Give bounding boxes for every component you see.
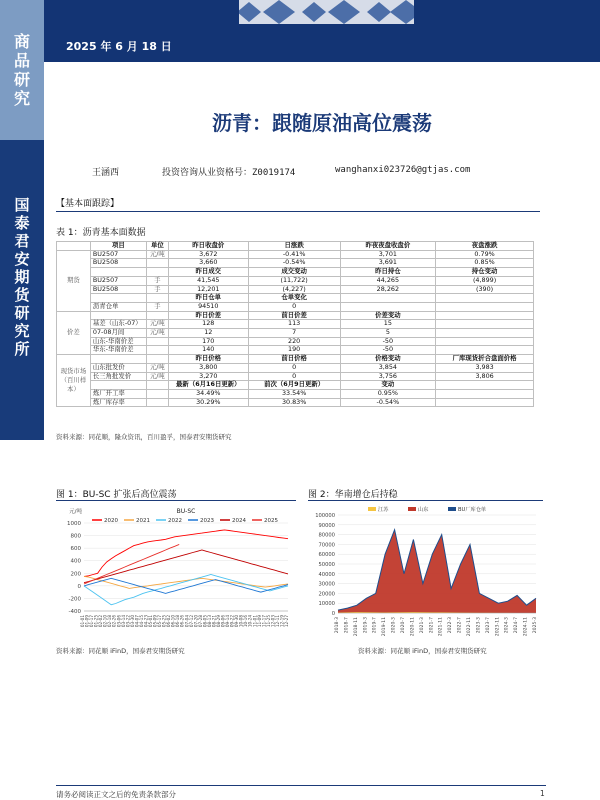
table-cell: 手 (146, 302, 168, 311)
y-tick-label: 10000 (318, 601, 335, 608)
table-subheader-cell: 价差变动 (340, 311, 436, 320)
table-row (57, 389, 534, 398)
x-tick-label: 10-16 (243, 615, 249, 628)
table-cell: 元/吨 (146, 329, 168, 338)
table-cell: 0 (248, 372, 340, 381)
x-tick-label: 03-30 (129, 615, 135, 628)
table-cell: 华东-华南价差 (90, 346, 146, 355)
table-cell: 94510 (168, 302, 248, 311)
table-cell: 手 (146, 285, 168, 294)
table-cell (146, 268, 168, 277)
table-cell: 5 (340, 329, 436, 338)
x-tick-label: 06-10 (170, 615, 176, 628)
table-row (57, 398, 534, 407)
sidebar-char: 安 (14, 250, 30, 268)
table-cell: 0.85% (436, 259, 534, 268)
table-cell (436, 329, 534, 338)
y-tick-label: 800 (70, 533, 81, 540)
x-tick-label: 12-19 (279, 615, 285, 628)
table-cell: 0 (248, 302, 340, 311)
series-line-2024 (84, 550, 288, 583)
table-subheader-cell: 前日价差 (248, 311, 340, 320)
sidebar-char: 研 (14, 304, 30, 322)
x-tick-label: 04-15 (138, 615, 144, 628)
sidebar-char: 期 (14, 268, 30, 286)
table-subheader-cell: 持仓变动 (436, 268, 534, 277)
table-subheader-cell: 仓单变化 (248, 294, 340, 303)
page-title: 沥青：跟随原油高位震荡 (212, 111, 432, 135)
table-subheader-cell: 昨日成交 (168, 268, 248, 277)
series-area-山东 (338, 530, 536, 613)
x-tick-label: 2022-3 (448, 617, 454, 634)
x-tick-label: 2024-11 (523, 617, 529, 637)
x-tick-label: 12-11 (274, 615, 280, 628)
section-divider (56, 211, 540, 212)
sidebar-char: 研 (13, 70, 30, 89)
page-header (44, 0, 600, 62)
table-cell (146, 259, 168, 268)
table-cell: 3,701 (340, 250, 436, 259)
series-line-2025 (84, 544, 179, 584)
chart-title: BU-SC (176, 508, 196, 515)
x-tick-label: 02-10 (102, 615, 108, 628)
table-cell: -0.54% (340, 398, 436, 407)
figure2-source: 资料来源：同花顺 iFinD，国泰君安期货研究 (358, 647, 487, 655)
legend-swatch (448, 507, 456, 511)
table-cell: 3,806 (436, 372, 534, 381)
table-subheader-cell: 昨日仓单 (168, 294, 248, 303)
x-tick-label: 03-14 (120, 615, 126, 628)
x-tick-label: 11-01 (252, 615, 258, 628)
table-cell (146, 389, 168, 398)
y-tick-label: -200 (68, 596, 81, 603)
table-cell (436, 320, 534, 329)
table-cell: 3,672 (168, 250, 248, 259)
legend-swatch (368, 507, 376, 511)
x-tick-label: 09-22 (229, 615, 235, 628)
table-cell: 30.29% (168, 398, 248, 407)
legend-label: 2025 (264, 518, 278, 524)
x-tick-label: 09-30 (234, 615, 240, 628)
table-caption: 表 1：沥青基本面数据 (56, 228, 146, 238)
legend-label: 2024 (232, 518, 246, 524)
table-cell: BU2507 (90, 276, 146, 285)
table-cell: -0.54% (248, 259, 340, 268)
sidebar-char: 商 (13, 32, 30, 51)
table-cell: 30.83% (248, 398, 340, 407)
table-subheader-cell (436, 381, 534, 390)
y-tick-label: 400 (70, 558, 81, 565)
table-cell (146, 337, 168, 346)
table-cell: BU2508 (90, 285, 146, 294)
y-tick-label: 60000 (318, 552, 335, 559)
table-cell: 沥青仓单 (90, 302, 146, 311)
table-cell: 34.49% (168, 389, 248, 398)
table-source: 资料来源：同花顺，隆众资讯，百川盈孚，国泰君安期货研究 (56, 433, 232, 441)
author-name: 王涵西 (92, 168, 120, 178)
table-cell: 44,265 (340, 276, 436, 285)
x-tick-label: 02-26 (111, 615, 117, 628)
x-tick-label: 2019-3 (363, 617, 369, 634)
x-tick-label: 02-18 (107, 615, 113, 628)
x-tick-label: 07-04 (184, 615, 190, 628)
legend-label: 2023 (200, 518, 214, 524)
x-tick-label: 05-25 (161, 615, 167, 628)
header-decoration-icon (239, 0, 414, 24)
table-cell: 元/吨 (146, 250, 168, 259)
x-tick-label: 2022-11 (467, 617, 472, 637)
table-cell: 3,854 (340, 363, 436, 372)
legend-label: 2022 (168, 518, 182, 524)
x-tick-label: 2018-7 (344, 617, 350, 634)
table-subheader-cell: 变动 (340, 381, 436, 390)
table-cell (436, 389, 534, 398)
table-cell: 元/吨 (146, 320, 168, 329)
x-tick-label: 05-01 (148, 615, 153, 628)
table-cell: 12 (168, 329, 248, 338)
table-header-cell: 日涨跌 (248, 242, 340, 251)
figure1-source: 资料来源：同花顺 iFinD，国泰君安期货研究 (56, 647, 185, 655)
table-subheader-cell: 昨日持仓 (340, 268, 436, 277)
sidebar-char: 货 (14, 286, 30, 304)
x-tick-label: 2024-7 (514, 617, 520, 634)
table-cell: 07-08月间 (90, 329, 146, 338)
table-cell: 山东批发价 (90, 363, 146, 372)
table-cell: 元/吨 (146, 363, 168, 372)
table-row (57, 276, 534, 285)
table-cell: BU2508 (90, 259, 146, 268)
y-axis-unit: 元/吨 (69, 509, 82, 515)
y-tick-label: 90000 (318, 522, 335, 529)
table-cell (146, 398, 168, 407)
y-tick-label: 50000 (318, 562, 335, 568)
x-tick-label: 2022-7 (457, 617, 463, 634)
table-cell: 190 (248, 346, 340, 355)
table-cell: -50 (340, 346, 436, 355)
x-tick-label: 07-20 (193, 615, 199, 628)
table-subheader-cell: 前日价格 (248, 355, 340, 364)
x-tick-label: 2023-3 (476, 617, 482, 634)
table-cell: 113 (248, 320, 340, 329)
x-tick-label: 2019-11 (382, 617, 388, 637)
footer-divider (56, 785, 546, 786)
x-tick-label: 06-26 (179, 615, 185, 628)
table-row (57, 363, 534, 372)
sidebar-char: 国 (14, 196, 30, 214)
table-subheader-cell: 前次（6月9日更新） (248, 381, 340, 390)
y-tick-label: 0 (331, 611, 335, 617)
table-cell: 3,660 (168, 259, 248, 268)
author-license: 投资咨询从业资格号：Z0019174 (162, 168, 296, 178)
table-cell: (4,899) (436, 276, 534, 285)
legend-label: 江苏 (378, 507, 389, 513)
table-cell: 15 (340, 320, 436, 329)
x-tick-label: 11-25 (265, 615, 271, 628)
x-tick-label: 01-09 (84, 615, 90, 628)
y-tick-label: -400 (68, 609, 81, 615)
table-cell: 3,691 (340, 259, 436, 268)
table-cell: 3,983 (436, 363, 534, 372)
sidebar-bottom-label (0, 196, 44, 358)
section-heading: 【基本面跟踪】 (56, 199, 120, 209)
table-cell (90, 268, 146, 277)
table-cell: 0 (248, 363, 340, 372)
fundamentals-table (56, 241, 534, 407)
series-line-2020 (84, 530, 288, 577)
x-tick-label: 2021-11 (438, 617, 444, 637)
table-cell: 12,201 (168, 285, 248, 294)
y-tick-label: 1000 (67, 521, 81, 527)
table-cell: 手 (146, 276, 168, 285)
legend-swatch (408, 507, 416, 511)
x-tick-label: 03-22 (125, 615, 131, 628)
page-number: 1 (540, 789, 545, 798)
x-tick-label: 04-07 (134, 615, 140, 628)
sidebar-char: 泰 (14, 214, 30, 232)
x-tick-label: 11-17 (261, 615, 267, 628)
table-cell: 170 (168, 337, 248, 346)
table-subheader-cell: 厂库现货折合盘面价格 (436, 355, 534, 364)
table-cell (436, 337, 534, 346)
x-tick-label: 01-01 (80, 615, 85, 628)
x-tick-label: 2019-7 (372, 617, 378, 634)
x-tick-label: 08-29 (216, 615, 221, 628)
x-tick-label: 08-13 (206, 615, 212, 628)
table-cell: (4,227) (248, 285, 340, 294)
table-cell: (11,722) (248, 276, 340, 285)
y-tick-label: 40000 (318, 571, 335, 578)
legend-label: 山东 (418, 507, 429, 513)
x-tick-label: 06-02 (166, 615, 172, 628)
x-tick-label: 04-23 (143, 615, 149, 628)
figure1-caption: 图 1：BU-SC 扩张后高位震荡 (56, 490, 177, 500)
figure2-divider (308, 500, 543, 501)
y-tick-label: 600 (70, 546, 81, 553)
y-tick-label: 20000 (318, 591, 335, 598)
y-tick-label: 200 (70, 571, 81, 578)
footer-disclaimer: 请务必阅读正文之后的免责条款部分 (56, 790, 176, 799)
x-tick-label: 12-03 (270, 615, 276, 628)
table-header-cell: 昨日收盘价 (168, 242, 248, 251)
x-tick-label: 2023-11 (495, 617, 501, 637)
table-cell: 基差（山东-07） (90, 320, 146, 329)
table-cell (146, 381, 168, 390)
y-tick-label: 30000 (318, 581, 335, 588)
table-cell: 山东-华南价差 (90, 337, 146, 346)
table-group-label: 价差 (57, 311, 91, 355)
x-tick-label: 01-17 (89, 615, 95, 628)
table-row (57, 329, 534, 338)
x-tick-label: 2018-11 (353, 617, 359, 637)
sidebar-char: 所 (14, 340, 30, 358)
x-tick-label: 2021-7 (429, 617, 435, 634)
table-cell (436, 398, 534, 407)
bu-sc-line-chart (56, 503, 296, 640)
table-cell: 3,800 (168, 363, 248, 372)
sidebar-char: 究 (14, 322, 30, 340)
table-cell: 0.79% (436, 250, 534, 259)
x-tick-label: 09-06 (220, 615, 226, 628)
table-cell: 3,756 (340, 372, 436, 381)
x-tick-label: 2023-7 (485, 617, 491, 634)
table-cell: 3,270 (168, 372, 248, 381)
table-cell: -50 (340, 337, 436, 346)
author-email[interactable]: wanghanxi023726@gtjas.com (335, 165, 471, 175)
table-cell (340, 302, 436, 311)
table-cell: 33.54% (248, 389, 340, 398)
sidebar-char: 究 (13, 89, 30, 108)
x-tick-label: 2024-3 (504, 617, 510, 634)
table-cell: 128 (168, 320, 248, 329)
sidebar-char: 品 (13, 51, 30, 70)
table-header-cell: 夜盘涨跌 (436, 242, 534, 251)
sidebar-char: 君 (14, 232, 30, 250)
table-cell: 长三角批发价 (90, 372, 146, 381)
legend-label: BU厂库仓单 (458, 507, 487, 513)
table-cell: BU2507 (90, 250, 146, 259)
x-tick-label: 2025-3 (533, 617, 538, 634)
sidebar (0, 0, 44, 800)
x-tick-label: 10-08 (238, 615, 244, 628)
x-tick-label: 08-05 (202, 615, 208, 628)
y-tick-label: 80000 (318, 532, 335, 539)
table-cell (436, 302, 534, 311)
x-tick-label: 12-27 (284, 615, 289, 628)
x-tick-label: 10-24 (247, 615, 253, 628)
table-cell: -0.41% (248, 250, 340, 259)
table-subheader-cell: 成交变动 (248, 268, 340, 277)
report-date: 2025 年 6 月 18 日 (66, 40, 172, 53)
x-tick-label: 01-25 (93, 615, 99, 628)
table-subheader-cell (436, 294, 534, 303)
table-subheader-cell (340, 294, 436, 303)
table-group-label: 期货 (57, 250, 91, 311)
x-tick-label: 11-09 (256, 615, 262, 628)
table-cell: 28,262 (340, 285, 436, 294)
table-cell: (390) (436, 285, 534, 294)
x-tick-label: 2020-3 (391, 617, 397, 634)
table-group-label: 现货市场 （百川样本） (57, 355, 91, 407)
table-cell: 220 (248, 337, 340, 346)
series-line-2021 (84, 576, 288, 588)
table-row (57, 302, 534, 311)
x-tick-label: 08-21 (211, 615, 217, 628)
table-row (57, 268, 534, 277)
table-cell: 炼厂库存率 (90, 398, 146, 407)
table-cell: 炼厂开工率 (90, 389, 146, 398)
figure2-caption: 图 2：华南增仓后持稳 (308, 490, 398, 500)
table-cell: 140 (168, 346, 248, 355)
table-row (57, 242, 534, 251)
table-cell: 元/吨 (146, 372, 168, 381)
x-tick-label: 05-09 (152, 615, 158, 628)
x-tick-label: 2020-7 (401, 617, 406, 634)
x-tick-label: 03-06 (116, 615, 122, 628)
sidebar-top-label (0, 32, 44, 108)
x-tick-label: 2020-11 (410, 617, 416, 637)
y-tick-label: 0 (77, 583, 81, 590)
table-subheader-cell: 最新（6月16日更新） (168, 381, 248, 390)
table-header-cell: 单位 (146, 242, 168, 251)
south-china-area-chart (308, 503, 543, 640)
table-subheader-cell: 昨日价差 (168, 311, 248, 320)
y-tick-label: 100000 (315, 513, 335, 519)
x-tick-label: 06-18 (175, 615, 181, 628)
x-tick-label: 07-28 (197, 615, 203, 628)
table-subheader-cell (436, 311, 534, 320)
table-header-cell: 项目 (90, 242, 146, 251)
legend-label: 2021 (136, 518, 150, 524)
table-cell: 7 (248, 329, 340, 338)
table-header-cell: 昨夜夜盘收盘价 (340, 242, 436, 251)
legend-label: 2020 (104, 518, 118, 524)
x-tick-label: 05-17 (157, 615, 163, 628)
x-tick-label: 2018-3 (335, 617, 340, 634)
table-subheader-cell: 昨日价格 (168, 355, 248, 364)
table-cell: 41,545 (168, 276, 248, 285)
table-cell: 0.95% (340, 389, 436, 398)
x-tick-label: 02-02 (98, 615, 104, 628)
table-cell (146, 346, 168, 355)
x-tick-label: 09-14 (225, 615, 231, 628)
y-tick-label: 70000 (318, 542, 335, 549)
x-tick-label: 2021-3 (419, 617, 425, 634)
x-tick-label: 07-12 (188, 615, 194, 628)
table-subheader-cell: 价格变动 (340, 355, 436, 364)
figure1-divider (56, 500, 296, 501)
